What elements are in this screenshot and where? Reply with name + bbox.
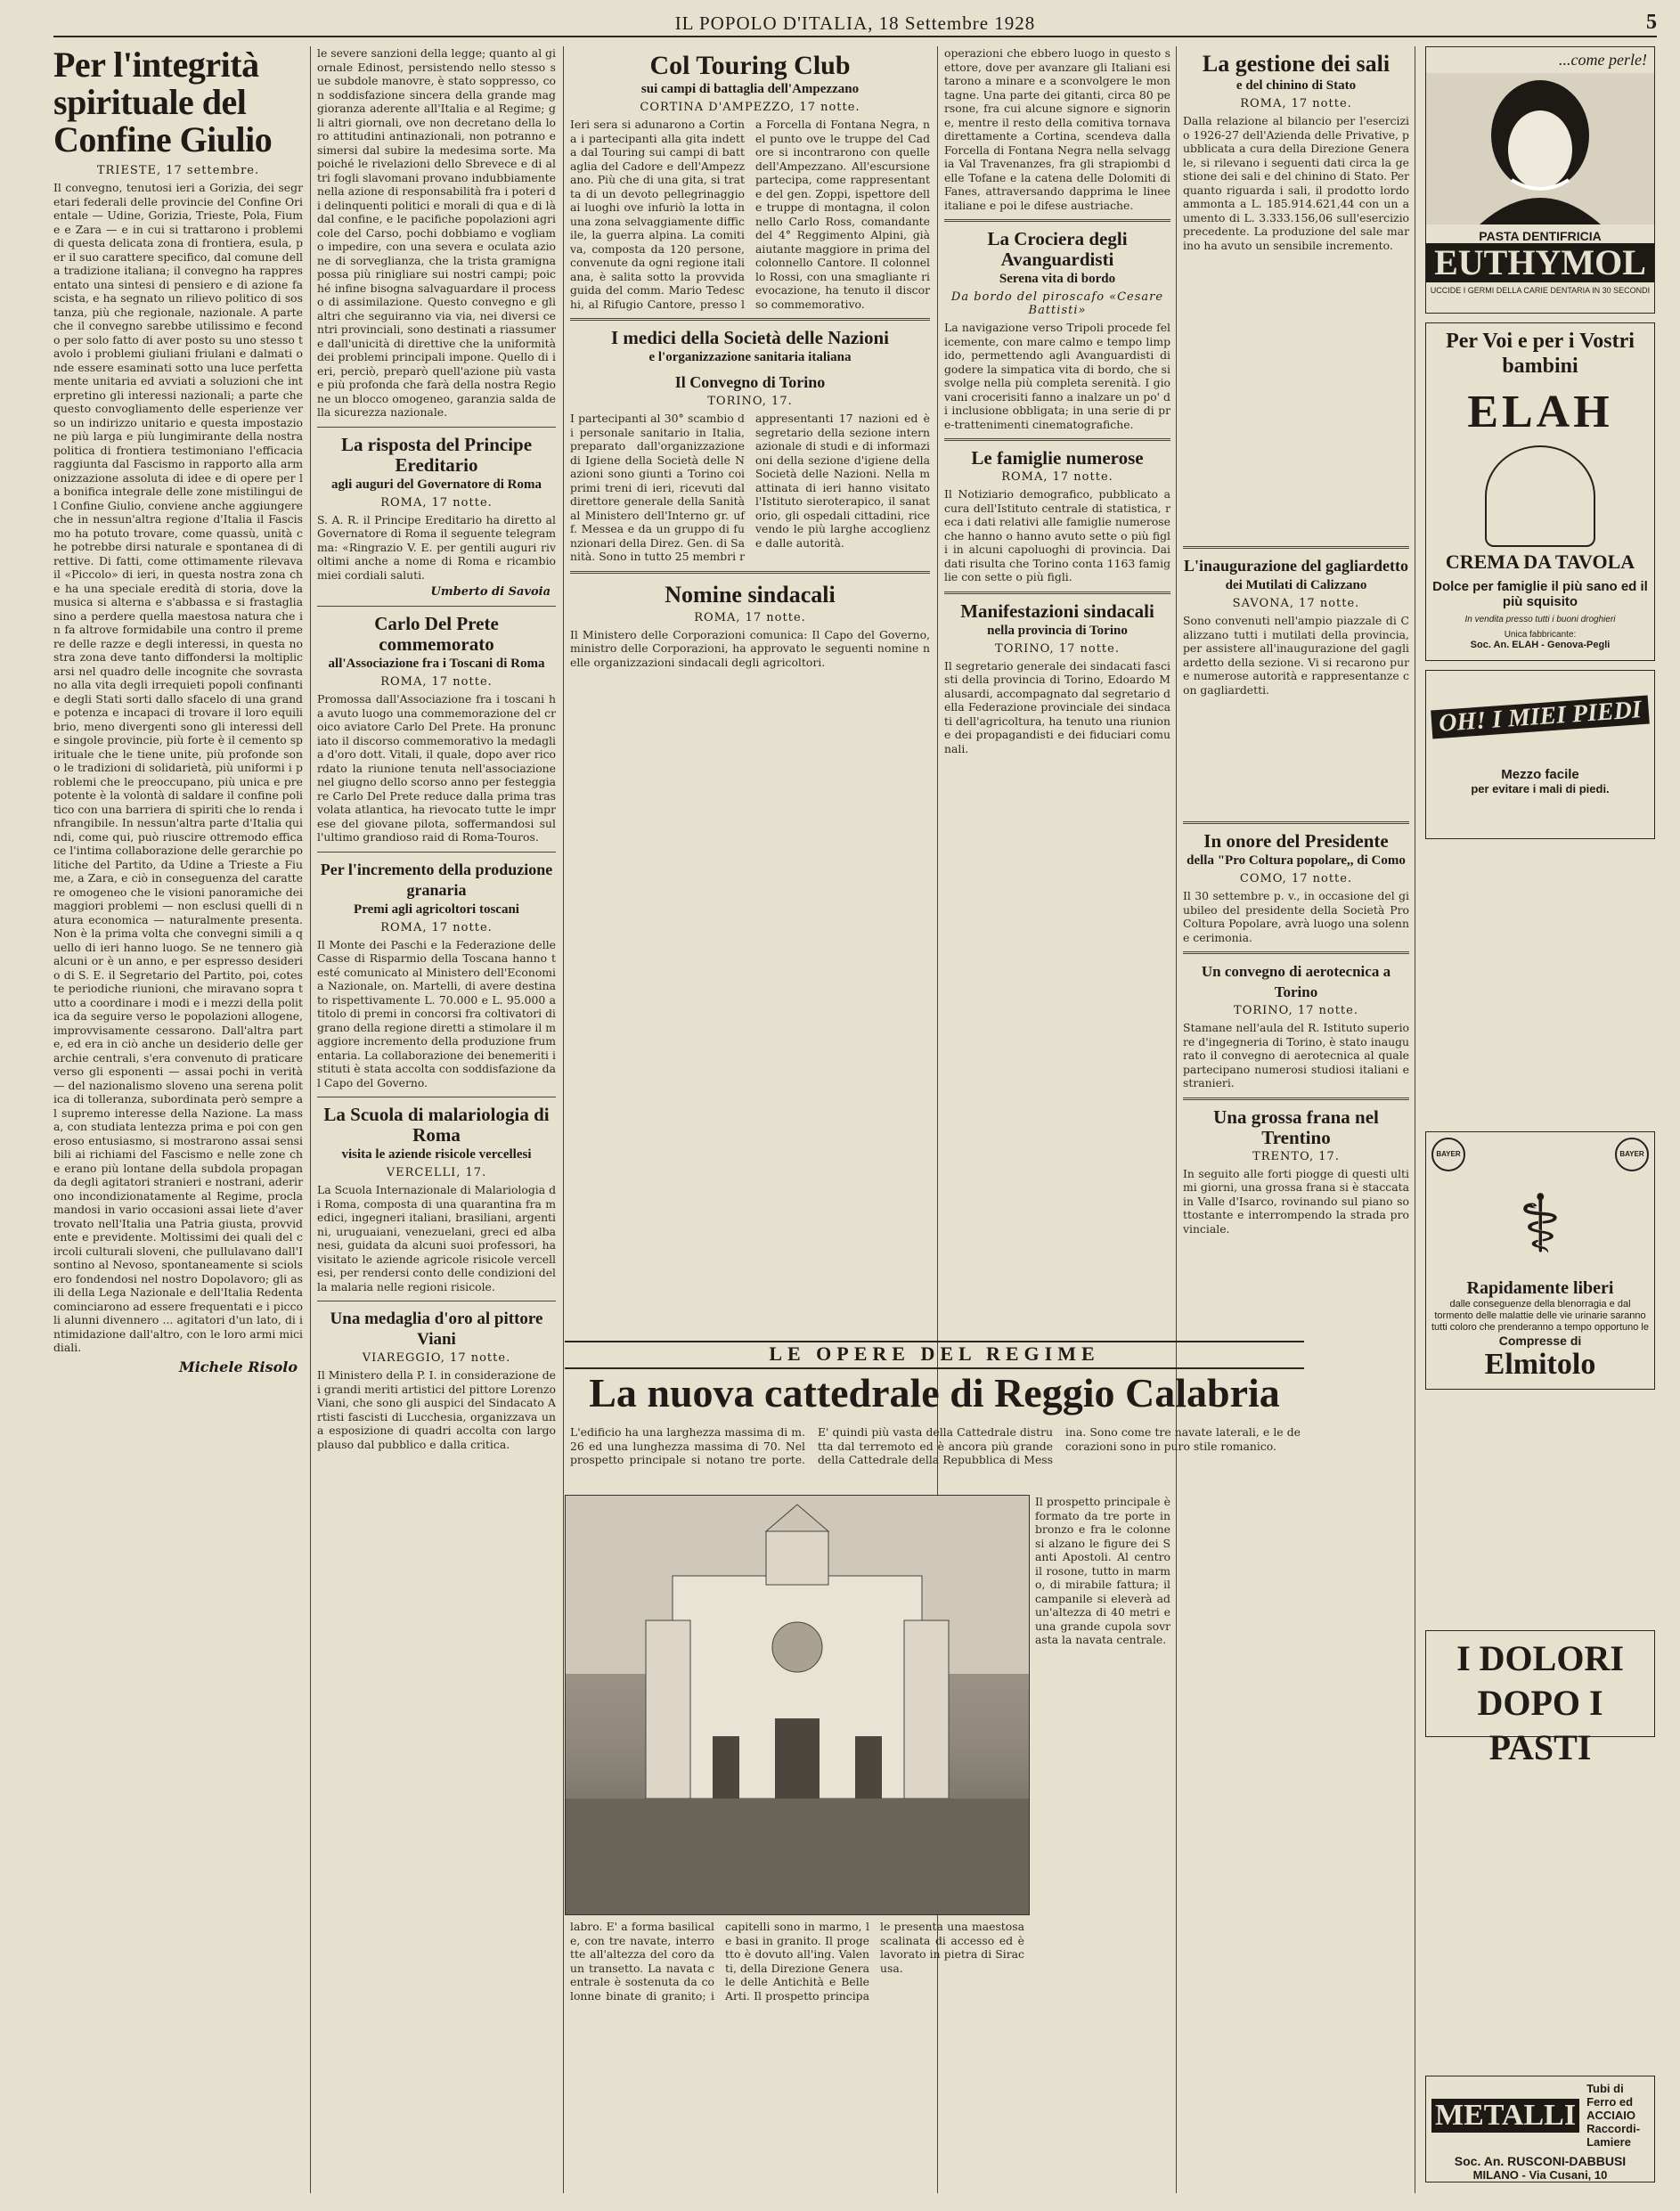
headline-confine-giulio: Per l'integrità spirituale del Confine Giulio bbox=[53, 45, 273, 159]
ad-elah: Per Voi e per i Vostri bambini ELAH CREMA DA TAVOLA Dolce per famiglie il più sano ed il più squisito In vendita presso tutti i buoni droghieri Unica fabbricante: Soc. An. ELAH - Genova-Pegli bbox=[1425, 322, 1655, 661]
cathedral-illustration bbox=[566, 1496, 1029, 1914]
headline-nomine-sindacali: Nomine sindacali bbox=[665, 581, 836, 608]
headline-gestione-sali: La gestione dei sali bbox=[1202, 51, 1390, 77]
section-banner: LE OPERE DEL REGIME bbox=[565, 1341, 1304, 1369]
headline-touring: Col Touring Club bbox=[649, 51, 851, 80]
ad-metalli: METALLI Tubi di Ferro ed ACCIAIO Raccordi-Lamiere Soc. An. RUSCONI-DABBUSI MILANO - Via Cusani, 10 bbox=[1425, 2076, 1655, 2182]
bayer-cross-icon: BAYER bbox=[1431, 1138, 1465, 1171]
ad-dolori: I DOLORI DOPO I PASTI bbox=[1425, 1630, 1655, 1737]
byline: Michele Risolo bbox=[179, 1358, 298, 1375]
column-3: Col Touring Club sui campi di battaglia dell'Ampezzano CORTINA D'AMPEZZO, 17 notte. Ieri sera si adunarono a Cortina i partecipanti alla gita indetta dal Touring sui campi di battaglia del Cadore e dell'Ampezzano. Più che di una gita, si tratta di un devoto pellegrinaggio ai luoghi ove infuriò la lotta in una zona selvaggiamente difficile, la guerra alpina. La comitiva, composta da 120 persone, convenute da ogni regione italiana, è salita sotto la provvida guida del comm. Mario Tedeschi, al Rifugio Cantore, presso la Forcella di Fontana Negra, nel punto ove le truppe del Cadore si incontrarono con quelle dell'Ampezzano. All'escursione partecipa, come rappresentante del gen. Zoppi, ispettore delle truppe di montagna, il colonnello Carlo Ross, comandante del 4° Reggimento Alpini, già aiutante maggiore in prima del colonnello Cantore. Il colonnello Rossi, con una smagliante rievocazione, ha tenuto il discorso commemorativo. I medici della Società delle Nazioni e l'organizzazione sanitaria italiana Il Convegno di Torino TORINO, 17. I partecipanti al 30° scambio di personale sanitario in Italia, preparato dall'organizzazione di Igiene della Società delle Nazioni sono giunti a Torino coi primi treni di ieri, ricevuti dal direttore generale della Sanità al Ministero dell'Interno gr. uff. Messea e da un gruppo di funzionari della Direz. Gen. di Sanità. Sono in tutto 25 membri rappresentanti 17 nazioni ed è segretario della sezione internazionale di studi e di informazioni della sezione d'igiene della Società delle Nazioni. Nella mattinata di ieri hanno visitato l'Istituto sieroterapico, il sanatorio, gli ospedali cittadini, ricevendo le più larghe accoglienze dalle autorità. Nomine sindacali ROMA, 17 notte. Il Ministero delle Corporazioni comunica: Il Capo del Governo, ministro delle Corporazioni, ha approvato le seguenti nomine nelle organizzazioni sindacali degli agricoltori. bbox=[570, 51, 930, 669]
column-1 bbox=[53, 46, 303, 2193]
ad-euthymol: ...come perle! PASTA DENTIFRICIA EUTHYMOL UCCIDE I GERMI DELLA CARIE DENTARIA IN 30 SECONDI bbox=[1425, 46, 1655, 314]
headline-principe: La risposta del Principe Ereditario bbox=[340, 433, 533, 476]
serpent-arrow-icon: ⚕ bbox=[1518, 1180, 1562, 1269]
figure-illustration bbox=[1485, 445, 1595, 547]
headline-famiglie-numerose: Le famiglie numerose bbox=[971, 447, 1144, 469]
masthead-title: IL POPOLO D'ITALIA, 18 Settembre 1928 bbox=[674, 12, 1036, 34]
woman-portrait-icon bbox=[1426, 73, 1654, 224]
bayer-cross-icon: BAYER bbox=[1615, 1138, 1649, 1171]
ad-elmitolo: BAYER BAYER ⚕ Rapidamente liberi dalle conseguenze della blenorragia e dal tormento delle malattie delle vie urinarie saranno tutti coloro che prenderanno a tempo opportuno le Compresse di Elmitolo bbox=[1425, 1131, 1655, 1390]
headline-manifestazioni: Manifestazioni sindacali bbox=[960, 600, 1154, 622]
headline-gagliardetto: L'inaugurazione del gagliardetto bbox=[1184, 557, 1408, 575]
headline-viani: Una medaglia d'oro al pittore Viani bbox=[330, 1309, 543, 1349]
headline-malariologia: La Scuola di malariologia di Roma bbox=[323, 1104, 550, 1146]
headline-cattedrale: La nuova cattedrale di Reggio Calabria bbox=[589, 1370, 1280, 1416]
cathedral-photo bbox=[565, 1495, 1030, 1915]
masthead bbox=[53, 9, 1657, 37]
column-4: operazioni che ebbero luogo in questo settore, dove per avanzare gli Italiani esitarono a minare e a sconvolgere le montagne. Una parte dei gitanti, circa 80 persone, fra cui alcune signore e signorine, mentre il resto della comitiva tornava direttamente a Cortina, scendeva dalla Forcella di Fontana Negra nella selvaggia Val Travenanzes, fra gli strapiombi delle Tofane e la catena delle Dolomiti di Fanes, attraversando dapprima le linee italiane e poi le difese austriache. La Crociera degli Avanguardisti Serena vita di bordo Da bordo del piroscafo «Cesare Battisti» La navigazione verso Tripoli procede felicemente, con mare calmo e tempo limpido, permettendo agli Avanguardisti di godere la simpatica vita di bordo, che si svolge nella più completa serenità. I giovani crocerisiti fanno a inalzare un po' di inclusione obbligata; in una serie di pre-trattenimenti cinematografiche. Le famiglie numerose ROMA, 17 notte. Il Notiziario demografico, pubblicato a cura dell'Istituto centrale di statistica, reca i dati relativi alle famiglie numerose che hanno o hanno avuto sette o più figli in alcuni capoluoghi di provincia. Dai dati risulta che Torino conta 1163 famiglie con sette o più figli. Manifestazioni sindacali nella provincia di Torino TORINO, 17 notte. Il segretario generale dei sindacati fascisti della provincia di Torino, Edoardo Malusardi, accompagnato dal segretario della Federazione provinciale dei sindacati dell'agricoltura, ha tenuto una riunione dei propagandisti e dei fiduciari comunali. bbox=[944, 46, 1170, 755]
headline-presidente: In onore del Presidente bbox=[1203, 830, 1389, 852]
column-2: le severe sanzioni della legge; quanto al giornale Edinost, persistendo nello stesso sue subdole manovre, è stato soppresso, con soddisfazione sincera della grande maggioranza aderente all'Italia e al Regime; gli altri giornali, ove non decretano della loro attitudini antinazionali, non potranno esimersi dal subire la medesima sorte. Ma poiché le rivelazioni dello Sbrevece e di altri fogli slavomani provano indubbiamente nella azione di responsabilità fra i poteri di delinquenti politici e morali di qua e di là dal confine, e le pacifiche popolazioni agricole del Carso, pochi dobbiamo e vogliamo impedire, con una severa e oculata azione di sorveglianza, che la trista gramigna possa più rinigliare sui nostri campi; poiché infine bisogna salvaguardare il processo di assimilazione. Questo convegno e gli altri che seguiranno via via, nei diversi centri provinciali, sono destinati a riassumere dall'unicità di direttive che la uniformità dei problemi principali impone. Quello di ieri, perciò, preparò quell'azione più vasta e più profonda che farà della nostra Regione un blocco omogeneo, garanzia salda della sicurezza nazionale. La risposta del Principe Ereditario agli auguri del Governatore di Roma ROMA, 17 notte. S. A. R. il Principe Ereditario ha diretto al Governatore di Roma il seguente telegramma: «Ringrazio V. E. per gentili auguri rivoltimi anche a nome di Roma e ricambio miei cordiali saluti. Umberto di Savoia Carlo Del Prete commemorato all'Associazione fra i Toscani di Roma ROMA, 17 notte. Promossa dall'Associazione fra i toscani ha avuto luogo una commemorazione del croico aviatore Carlo Del Prete. Ha pronunciato il discorso commemorativo la medaglia d'oro dott. Vitali, il quale, dopo aver ricordato la riunione tenuta nell'associazione nel giugno dello scorso anno per festeggiare Carlo Del Prete reduce dalla prima trasvolata atlantica, ha rievocato tutte le imprese del giovane pilota, soffermandosi sull'ultimo grandioso raid di Roma-Touros. Per l'incremento della produzione granaria Premi agli agricoltori toscani ROMA, 17 notte. Il Monte dei Paschi e la Federazione delle Casse di Risparmio della Toscana hanno testé comunicato al Ministero dell'Economia Nazionale, on. Martelli, di avere destinato rispettivamente L. 70.000 e L. 95.000 a titolo di premi in concorsi fra coltivatori di grano della regione diretti a stimolare il maggiore incremento della produzione frumentaria. La collaborazione dei benemeriti istituti è stata accolta con soddisfazione dal Capo del Governo. La Scuola di malariologia di Roma visita le aziende risicole vercellesi VERCELLI, 17. La Scuola Internazionale di Malariologia di Roma, composta di una quarantina fra medici, ingegneri italiani, brasiliani, argentini, uruguaiani, venezuelani, greci ed albanesi, guidata da alcuni suoi professori, ha visitato le aziende agricole risicole vercellesi, per rendersi conto delle condizioni della malaria nelle regioni risicole. Una medaglia d'oro al pittore Viani VIAREGGIO, 17 notte. Il Ministero della P. I. in considerazione dei grandi meriti artistici del pittore Lorenzo Viani, che sono gli auspici del Sindacato Artisti fascisti di Lucchesia, organizzava una esposizione di quadri accolta con largo plauso dal pubblico e dalla critica. bbox=[317, 46, 557, 1451]
headline-crociera: La Crociera degli Avanguardisti bbox=[987, 228, 1128, 270]
subhead: agli auguri del Governatore di Roma bbox=[331, 477, 542, 492]
headline-produzione-granaria: Per l'incremento della produzione granaria bbox=[320, 860, 553, 899]
column-5: La gestione dei sali e del chinino di Stato ROMA, 17 notte. Dalla relazione al bilancio per l'esercizio 1926-27 dell'Azienda delle Privative, pubblicata a cura della Direzione Generale, si rilevano i seguenti dati circa la gestione dei sali e del chinino di Stato. Per quanto riguarda i sali, il prodotto lordo ammonta a L. 185.914.621,44 con un aumento di L. 3.333.156,06 sull'esercizio precedente. La produzione del sale marino ha avuto un sensibile incremento. L'inaugurazione del gagliardetto dei Mutilati di Calizzano SAVONA, 17 notte. Sono convenuti nell'ampio piazzale di Calizzano tutti i mutilati della provincia, per assistere all'inaugurazione del gagliardetto della sezione. Vi si recarono pure numerose autorità e rappresentanze con gagliardetti. In onore del Presidente della "Pro Coltura popolare,, di Como COMO, 17 notte. Il 30 settembre p. v., in occasione del giubileo del presidente della Società Pro Coltura Popolare, avrà luogo una solenne cerimonia. Un convegno di aerotecnica a Torino TORINO, 17 notte. Stamane nell'aula del R. Istituto superiore d'ingegneria di Torino, è stato inaugurato il convegno di aerotecnica al quale partecipano numerosi studiosi italiani e stranieri. Una grossa frana nel Trentino TRENTO, 17. In seguito alle forti piogge di questi ultimi giorni, una grossa frana si è staccata in Valle d'Isarco, rovinando sul piano sottostante e interrompendo la strada provinciale. bbox=[1183, 51, 1409, 1236]
ad-piedi: OH! I MIEI PIEDI Mezzo facile per evitare i mali di piedi. bbox=[1425, 670, 1655, 839]
page-number: 5 bbox=[1646, 11, 1657, 34]
newspaper-page: IL POPOLO D'ITALIA, 18 Settembre 1928 5 Per l'integrità spirituale del Confine Giulio TRIESTE, 17 settembre. Il convegno, tenutosi ieri a Gorizia, dei segretari federali delle provincie del Confine Orientale — Udine, Gorizia, Trieste, Pola, Fiume e Zara — e in cui si trattarono i problemi di questa delicata zona di frontiera, esula, per il suo carattere specifico, dal comune della tradizione italiana; il convegno ha rappresentato una sintesi di pensiero e di azione fascista, e ha segnato un rilievo politico di sostanza, più che regionale, nazionale. A parte che il convegno sarebbe utilissimo e fecondo per solo fatto di aver posto su uno stesso tavolo i problemi giuliani friulani e dalmati onde essere esaminati sotto una luce perfettamente unitaria ed avviati a soluzioni che interpretino gli interessi nazionali; a parte che questo convogliamento delle esperienze verso un indirizzo unitario e questa impostazione più larga e più lungimirante della nostra politica di frontiera testimoniano l'efficacia raggiunta dal Fascismo in rapporto alla armonizzazione assoluta di idee e di opere per la bonifica integrale delle zone mistilingui del Confine Giulio, conviene anche aggiungere che in nessun'altra regione d'Italia il Fascismo ha potuto trovare, come quassù, unità che potrebbe dirsi naturale e spontanea di direttive. Di fatti, come ottimamente rilevava il «Piccolo» di ieri, in questa nostra zona che ha una speciale eredità di storia, dove la musica si alterna e s'abbassa e si frastaglia sino a perdere quella maestosa natura che in fa altrove formidabile una contro il premere delle razze e degli interessi, in questa nostra zona deve tanto diffondersi la moltiplicarsi nel quadro delle incognite che sovrastano alla vita degli irrequieti popoli confinanti e degli Stati sorti dallo sfacelo di una grande potenza e incapaci di trovare il loro equilibrio, meno divergenti sono gli interessi delle singole provincie, più forte è il cemento spirituale che le tiene unite, più profonde sono le tradizioni di solidarietà, più uniformi i problemi che le preoccupano, più unica e prepotente è la volontà di saldare il confine politico con una barriera di spiriti che lo renda infrangibile. In nessun'altra parte d'Italia quindi, come qui, può riuscire ottremodo efficace l'intima collaborazione delle gerarchie politiche del Partito, da Udine a Trieste a Fiume, a Zara, e ciò in conseguenza del carattere omogeneo che le visioni panoramiche dei maggiori problemi — non esclusi quelli di natura economica — naturalmente presenta. Non è la prima volta che convegni simili a quello di ieri hanno luogo. Se ne tennero già alcuni or è un anno, e per espresso desiderio di S. E. il Segretario del Partito, poi, coteste periodiche riunioni, che miravano sopra tutto a coordinare i modi e i mezzi della politica da seguire verso le popolazioni allogene, improvvisamente cessarono. Dall'altra parte, ed era in ciò anche un desiderio delle gerarchie centrali, s'era convenuto di praticare verso gli esponenti — assai pochi in verità — del nazionalismo sloveno una serena politica di tolleranza, subordinata però sempre al supremo interesse della Nazione. La massa, con studiata lentezza prima e poi con generoso entusiasmo, si mostrarono assai sensibili ai richiami del Fascismo e nelle zone che erano più lontane della subdola propaganda degli agitatori stranieri e nostrani, aderirono incondizionatamente al Regime, proclamandosi in vario occasioni assai liete d'aver trovato nell'Italia una Patria giusta, provvidente e previdente. Moltissimi dei quali del circoli culturali sloveni, che pullulavano dall'Isontino al Nevoso, spontaneamente si sciolsero fondendosi nel nostro Dopolavoro; gli asili della Lega Nazionale e dell'Italia Redenta cominciarono ad essere frequentati e i piccoli alunni divennero ... agitatori d'un lato, di intimidazione dall'altro, con le loro armi micidiali. Michele Risolo le severe sanzioni della legge; quanto al giornale Edinost, persistendo nello stesso sue subdole manovre, è stato soppresso, con soddisfazione sincera della grande maggioranza aderente all'Italia e al Regime; gli altri giornali, ove non decretano della loro attitudini antinazionali, non potranno esimersi dal subire la medesima sorte. Ma poiché le rivelazioni dello Sbrevece e di altri fogli slavomani provano indubbiamente nella azione di responsabilità fra i poteri di delinquenti politici e morali di qua e di là dal confine, e le pacifiche popolazioni agricole del Carso, pochi dobbiamo e vogliamo impedire, con una severa e oculata azione di sorveglianza, che la trista gramigna possa più rinigliare sui nostri campi; poiché infine bisogna salvaguardare il processo di assimilazione. Questo convegno e gli altri che seguiranno via via, nei diversi centri provinciali, sono destinati a riassumere dall'unicità di direttive che la uniformità dei problemi principali impone. Quello di ieri, perciò, preparò quell'azione più vasta e più profonda che farà della nostra Regione un blocco omogeneo, garanzia salda della sicurezza nazionale. La risposta del Principe Ereditario agli auguri del Governatore di Roma ROMA, 17 notte. S. A. R. il Principe Ereditario ha diretto al Governatore di Roma il seguente telegramma: «Ringrazio V. E. per gentili auguri rivoltimi anche a nome di Roma e ricambio miei cordiali saluti. Umberto di Savoia Carlo Del Prete commemorato all'Associazione fra i Toscani di Roma ROMA, 17 notte. Promossa dall'Associazione fra i toscani ha avuto luogo una commemorazione del croico aviatore Carlo Del Prete. Ha pronunciato il discorso commemorativo la medaglia d'oro dott. Vitali, il quale, dopo aver ricordato la riunione tenuta nell'associazione nel giugno dello scorso anno per festeggiare Carlo Del Prete reduce dalla prima trasvolata atlantica, ha rievocato tutte le imprese del giovane pilota, soffermandosi sull'ultimo grandioso raid di Roma-Touros. Per l'incremento della produzione granaria Premi agli agricoltori toscani ROMA, 17 notte. Il Monte dei Paschi e la Federazione delle Casse di Risparmio della Toscana hanno testé comunicato al Ministero dell'Economia Nazionale, on. Martelli, di avere destinato rispettivamente L. 70.000 e L. 95.000 a titolo di premi in concorsi fra coltivatori di grano della regione diretti a stimolare il maggiore incremento della produzione frumentaria. La collaborazione dei benemeriti istituti è stata accolta con soddisfazione dal Capo del Governo. La Scuola di malariologia di Roma visita le aziende risicole vercellesi VERCELLI, 17. La Scuola Internazionale di Malariologia di Roma, composta di una quarantina fra medici, ingegneri italiani, brasiliani, argentini, uruguaiani, venezuelani, greci ed albanesi, guidata da alcuni suoi professori, ha visitato le aziende agricole risicole vercellesi, per rendersi conto delle condizioni della malaria nelle regioni risicole. Una medaglia d'oro al pittore Viani VIAREGGIO, 17 notte. Il Ministero della P. I. in considerazione dei grandi meriti artistici del pittore Lorenzo Viani, che sono gli auspici del Sindacato Artisti fascisti di Lucchesia, organizzava una esposizione di quadri accolta con largo plauso dal pubblico e dalla critica. Col Touring Club sui campi di battaglia dell'Ampezzano CORTINA D'AMPEZZO, 17 notte. Ieri sera si adunarono a Cortina i partecipanti alla gita indetta dal Touring sui campi di battaglia del Cadore e dell'Ampezzano. Più che di una gita, si tratta di un devoto pellegrinaggio ai luoghi ove infuriò la lotta in una zona selvaggiamente difficile, la guerra alpina. La comitiva, composta da 120 persone, convenute da ogni regione italiana, è salita sotto la provvida guida del comm. Mario Tedeschi, al Rifugio Cantore, presso la Forcella di Fontana Negra, nel punto ove le truppe del Cadore si incontrarono con quelle dell'Ampezzano. All'escursione partecipa, come rappresentante del gen. Zoppi, ispettore delle truppe di montagna, il colonnello Carlo Ross, comandante del 4° Reggimento Alpini, già aiutante maggiore in prima del colonnello Cantore. Il colonnello Rossi, con una smagliante rievocazione, ha tenuto il discorso commemorativo. I medici della Società delle Nazioni e l'organizzazione sanitaria italiana Il Convegno di Torino TORINO, 17. I partecipanti al 30° scambio di personale sanitario in Italia, preparato dall'organizzazione di Igiene della Società delle Nazioni sono giunti a Torino coi primi treni di ieri, ricevuti dal direttore generale della Sanità al Ministero dell'Interno gr. uff. Messea e da un gruppo di funzionari della Direz. Gen. di Sanità. Sono in tutto 25 membri rappresentanti 17 nazioni ed è segretario della sezione internazionale di studi e di informazioni della sezione d'igiene della Società delle Nazioni. Nella mattinata di ieri hanno visitato l'Istituto sieroterapico, il sanatorio, gli ospedali cittadini, ricevendo le più larghe accoglienze dalle autorità. Nomine sindacali ROMA, 17 notte. Il Ministero delle Corporazioni comunica: Il Capo del Governo, ministro delle Corporazioni, ha approvato le seguenti nomine nelle organizzazioni sindacali degli agricoltori. operazioni che ebbero luogo in questo settore, dove per avanzare gli Italiani esitarono a minare e a sconvolgere le montagne. Una parte dei gitanti, circa 80 persone, fra cui alcune signore e signorine, mentre il resto della comitiva tornava direttamente a Cortina, scendeva dalla Forcella di Fontana Negra nella selvaggia Val Travenanzes, fra gli strapiombi delle Tofane e la catena delle Dolomiti di Fanes, attraversando dapprima le linee italiane e poi le difese austriache. La Crociera degli Avanguardisti Serena vita di bordo Da bordo del piroscafo «Cesare Battisti» La navigazione verso Tripoli procede felicemente, con mare calmo e tempo limpido, permettendo agli Avanguardisti di godere la simpatica vita di bordo, che si svolge nella più completa serenità. I giovani crocerisiti fanno a inalzare un po' di inclusione obbligata; in una serie di pre-trattenimenti cinematografiche. Le famiglie numerose ROMA, 17 notte. Il Notiziario demografico, pubblicato a cura dell'Istituto centrale di statistica, reca i dati relativi alle famiglie numerose che hanno o hanno avuto sette o più figli in alcuni capoluoghi di provincia. Dai dati risulta che Torino conta 1163 famiglie con sette o più figli. Manifestazioni sindacali nella provincia di Torino TORINO, 17 notte. Il segretario generale dei sindacati fascisti della provincia di Torino, Edoardo Malusardi, accompagnato dal segretario della Federazione provinciale dei sindacati dell'agricoltura, ha tenuto una riunione dei propagandisti e dei fiduciari comunali. LE OPERE DEL REGIME La nuova cattedrale di Reggio Calabria L'edificio ha una larghezza massima di m. 26 ed una lunghezza massima di 70. Nel prospetto principale si notano tre porte. E' quindi più vasta della Cattedrale distrutta dal terremoto ed è ancora più grande della Cattedrale della Repubblica di Messina. Sono come tre navate laterali, e le decorazioni sono in puro stile romanico. Il prospetto principale è formato da tre porte in bronzo e fra le colonne si alzano le figure dei Santi Apostoli. Al centro il rosone, tutto in marmo, di mirabile fattura; il campanile si eleverà ad un'altezza di 40 metri e una grande cupola sovrasta la navata centrale. labro. E' a forma basilicale, con tre navate, interrotte all'altezza del coro da un transetto. La navata centrale è sostenuta da colonne binate di granito; i capitelli sono in marmo, le basi in granito. Il progetto è dovuto all'ing. Valenti, della Direzione Generale delle Antichità e Belle Arti. Il prospetto principale presenta una maestosa scalinata di accesso ed è lavorato in pietra di Siracusa. La gestione dei sali e del chinino di Stato ROMA, 17 notte. Dalla relazione al bilancio per l'esercizio 1926-27 dell'Azienda delle Privative, pubblicata a cura della Direzione Generale, si rilevano i seguenti dati circa la gestione dei sali e del chinino di Stato. Per quanto riguarda i sali, il prodotto lordo ammonta a L. 185.914.621,44 con un aumento di L. 3.333.156,06 sull'esercizio precedente. La produzione del sale marino ha avuto un sensibile incremento. L'inaugurazione del gagliardetto dei Mutilati di Calizzano SAVONA, 17 notte. Sono convenuti nell'ampio piazzale di Calizzano tutti i mutilati della provincia, per assistere all'inaugurazione del gagliardetto della sezione. Vi si recarono pure numerose autorità e rappresentanze con gagliardetti. In onore del Presidente della "Pro Coltura popolare,, di Como COMO, 17 notte. Il 30 settembre p. v., in occasione del giubileo del presidente della Società Pro Coltura Popolare, avrà luogo una solenne cerimonia. Un convegno di aerotecnica a Torino TORINO, 17 notte. Stamane nell'aula del R. Istituto superiore d'ingegneria di Torino, è stato inaugurato il convegno di aerotecnica al quale partecipano numerosi studiosi italiani e stranieri. Una grossa frana nel Trentino TRENTO, 17. In seguito alle forti piogge di questi ultimi giorni, una grossa frana si è staccata in Valle d'Isarco, rovinando sul piano sottostante e interrompendo la strada provinciale. ...come perle! PASTA DENTIFRICIA EUTHYMOL UCCIDE I GERMI DELLA CARIE DENTARIA IN 30 SECONDI Per Voi e per i Vostri bambini ELAH CREMA DA TAVOLA Dolce per famiglie il più sano ed il più squisito In vendita presso tutti i buoni droghieri Unica fabbricante: Soc. An. ELAH - Genova-Pegli OH! I MIEI PIEDI Mezzo facile per evitare i mali di piedi. BAYER BAYER ⚕ Rapidamente liberi dalle conseguenze della blenorragia e dal tormento delle malattie delle vie urinarie saranno tutti coloro che prenderanno a tempo opportuno le Compresse di Elmitolo I DOLORI DOPO I PASTI METALLI Tubi di Ferro ed ACCIAIO Raccordi-Lamiere Soc. An. RUSCONI-DABBUSI MILANO - Via Cusani, 10 bbox=[0, 0, 1680, 2211]
headline-del-prete: Carlo Del Prete commemorato bbox=[374, 613, 499, 655]
headline-medici-sdn: I medici della Società delle Nazioni bbox=[610, 327, 890, 348]
headline-aerotecnica: Un convegno di aerotecnica a Torino bbox=[1201, 963, 1391, 1000]
headline-frana: Una grossa frana nel Trentino bbox=[1213, 1106, 1379, 1148]
article-body-continued: le severe sanzioni della legge; quanto al giornale Edinost, persistendo nello stesso sue subdole manovre, è stato soppresso, con soddisfazione sincera della grande maggioranza aderente all'Italia e al Regime; gli altri giornali, ove non decretano della loro attitudini antinazionali, non potranno esimersi dal subire la medesima sorte. Ma poiché le rivelazioni dello Sbrevece e di altri fogli slavomani provano indubbiamente nella azione di responsabilità fra i poteri di delinquenti politici e morali di qua e di là dal confine, e le pacifiche popolazioni agricole del Carso, pochi dobbiamo e vogliamo impedire, con una severa e oculata azione di sorveglianza, che la trista gramigna possa più rinigliare sui nostri campi; poiché infine bisogna salvaguardare il processo di assimilazione. Questo convegno e gli altri che seguiranno via via, nei diversi centri provinciali, sono destinati a riassumere dall'unicità di direttive che la uniformità dei problemi principali impone. Quello di ieri, perciò, preparò quell'azione più vasta e più profonda che farà della nostra Regione un blocco omogeneo, garanzia salda della sicurezza nazionale. bbox=[317, 46, 556, 419]
article-body: Il convegno, tenutosi ieri a Gorizia, dei segretari federali delle provincie del Confine Orientale — Udine, Gorizia, Trieste, Pola, Fiume e Zara — e in cui si trattarono i problemi di questa delicata zona di frontiera, esula, per il suo carattere specifico, dal comune della tradizione italiana; il convegno ha rappresentato una sintesi di pensiero e di azione fascista, e ha segnato un rilievo politico di sostanza, più che regionale, nazionale. A parte che il convegno sarebbe utilissimo e fecondo per solo fatto di aver posto su uno stesso tavolo i problemi giuliani friulani e dalmati onde essere esaminati sotto una luce perfettamente unitaria ed avviati a soluzioni che interpretino gli interessi nazionali; a parte che questo convogliamento delle esperienze verso un indirizzo unitario e questa impostazione più larga e più lungimirante della nostra politica di frontiera testimoniano l'efficacia raggiunta dal Fascismo in rapporto alla armonizzazione assoluta di idee e di opere per la bonifica integrale delle zone mistilingui del Confine Giulio, conviene anche aggiungere che in nessun'altra regione d'Italia il Fascismo ha potuto trovare, come quassù, unità che potrebbe dirsi naturale e spontanea di direttive. Di fatti, come ottimamente rilevava il «Piccolo» di ieri, in questa nostra zona che ha una speciale eredità di storia, dove la musica si alterna e s'abbassa e si frastaglia sino a perdere quella maestosa natura che in fa altrove formidabile una contro il premere delle razze e degli interessi, in questa nostra zona deve tanto diffondersi la moltiplicarsi nel quadro delle incognite che sovrastano alla vita degli irrequieti popoli confinanti e degli Stati sorti dallo sfacelo di una grande potenza e incapaci di trovare il loro equilibrio, meno divergenti sono gli interessi delle singole provincie, più forte è il cemento spirituale che le tiene unite, più profonde sono le tradizioni di solidarietà, più uniformi i problemi che le preoccupano, più unica e prepotente è la volontà di saldare il confine politico con una barriera di spiriti che lo renda infrangibile. In nessun'altra parte d'Italia quindi, come qui, può riuscire ottremodo efficace l'intima collaborazione delle gerarchie politiche del Partito, da Udine a Trieste a Fiume, a Zara, e ciò in conseguenza del carattere omogeneo che le visioni panoramiche dei maggiori problemi — non esclusi quelli di natura economica — naturalmente presenta. Non è la prima volta che convegni simili a quello di ieri hanno luogo. Se ne tennero già alcuni or è un anno, e per espresso desiderio di S. E. il Segretario del Partito, poi, coteste periodiche riunioni, che miravano sopra tutto a coordinare i modi e i mezzi della politica da seguire verso le popolazioni allogene, improvvisamente cessarono. Dall'altra parte, ed era in ciò anche un desiderio delle gerarchie centrali, s'era convenuto di praticare verso gli esponenti — assai pochi in verità — del nazionalismo sloveno una serena politica di tolleranza, subordinata però sempre al supremo interesse della Nazione. La massa, con studiata lentezza prima e poi con generoso entusiasmo, si mostrarono assai sensibili ai richiami del Fascismo e nelle zone che erano più lontane della subdola propaganda degli agitatori stranieri e nostrani, aderirono incondizionatamente al Regime, proclamandosi in vario occasioni assai liete d'aver trovato nell'Italia una Patria giusta, provvidente e previdente. Moltissimi dei quali del circoli culturali sloveni, che pullulavano dall'Isontino al Nevoso, spontaneamente si sciolsero fondendosi nel nostro Dopolavoro; gli asili della Lega Nazionale e dell'Italia Redenta cominciarono ad essere frequentati e i piccoli alunni divennero ... agitatori d'un lato, di intimidazione dall'altro, con le loro armi micidiali. bbox=[53, 181, 303, 1354]
dateline: TRIESTE, 17 settembre. bbox=[96, 164, 260, 177]
